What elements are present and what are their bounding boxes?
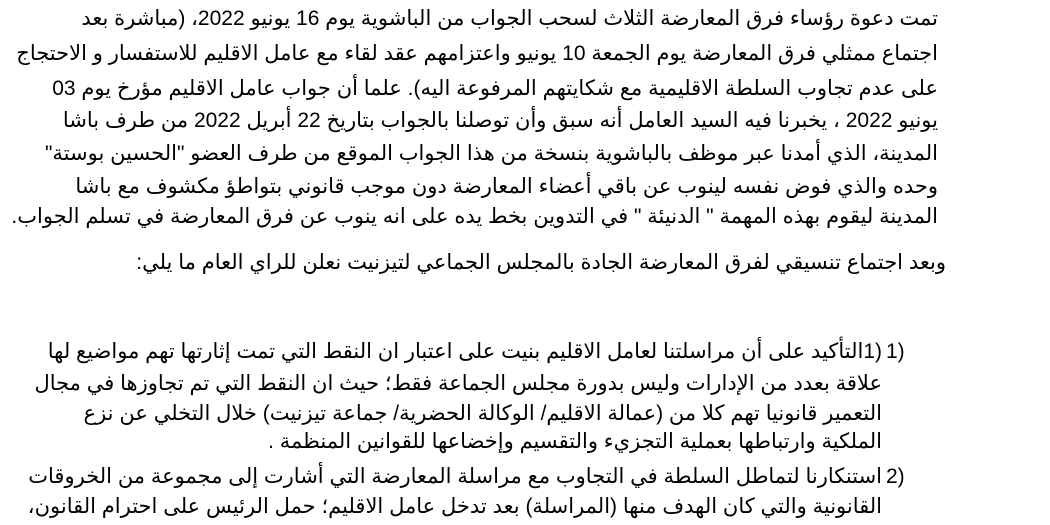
paragraph-line: المدينة، الذي أمدنا عبر موظف بالباشوية بنسخة من هذا الجواب الموقع من طرف العضو "الحسين بوستة" — [44, 142, 938, 165]
paragraph-line: وحده والذي فوض نفسه لينوب عن باقي أعضاء المعارضة دون موجب قانوني بتواطؤ مكشوف مع باشا — [75, 175, 938, 198]
intro-statement: وبعد اجتماع تنسيقي لفرق المعارضة الجادة بالمجلس الجماعي لتيزنيت نعلن للراي العام ما يلي: — [136, 251, 946, 274]
paragraph-line: المدينة ليقوم بهذه المهمة " الدنيئة " في التدوين بخط يده على انه ينوب عن فرق المعارضة في تسلم الجواب. — [11, 205, 938, 228]
list-item-line: الملكية وارتباطها بعملية التجزيء والتقسيم وإخضاعها للقوانين المنظمة . — [268, 430, 882, 453]
list-item-line: علاقة بعدد من الإدارات وليس بدورة مجلس الجماعة فقط؛ حيث ان النقط التي تم تجاوزها في مجال — [34, 372, 882, 395]
list-item-number: 1) — [886, 340, 905, 363]
paragraph-line: على عدم تجاوب السلطة الاقليمية مع شكايتهم المرفوعة اليه). علما أن جواب عامل الاقليم مؤرخ يوم 03 — [52, 77, 938, 100]
list-item-line: التعمير قانونيا تهم كلا من (عمالة الاقليم/ الوكالة الحضرية/ جماعة تيزنيت) خلال التخلي عن نزع — [83, 402, 882, 425]
paragraph-line: اجتماع ممثلي فرق المعارضة يوم الجمعة 10 يونيو واعتزامهم عقد لقاء مع عامل الاقليم للاستفسار و الاحتجاج — [16, 42, 938, 65]
paragraph-line: يونيو 2022 ، يخبرنا فيه السيد العامل أنه سبق وأن توصلنا بالجواب بتاريخ 22 أبريل 2022 من طرف باشا — [62, 109, 938, 132]
list-item-line: القانونية والتي كان الهدف منها (المراسلة) بعد تدخل عامل الاقليم؛ حمل الرئيس على احترام القانون، — [27, 495, 882, 518]
list-item-line: (1التأكيد على أن مراسلتنا لعامل الاقليم بنيت على اعتبار ان النقط التي تمت إثارتها تهم مواضيع لها — [47, 340, 882, 363]
paragraph-line: تمت دعوة رؤساء فرق المعارضة الثلاث لسحب الجواب من الباشوية يوم 16 يونيو 2022، (مباشرة بعد — [81, 7, 938, 30]
list-item-line: استنكارنا لتماطل السلطة في التجاوب مع مراسلة المعارضة التي أشارت إلى مجموعة من الخروقات — [28, 465, 882, 488]
list-item-number: 2) — [886, 465, 905, 488]
